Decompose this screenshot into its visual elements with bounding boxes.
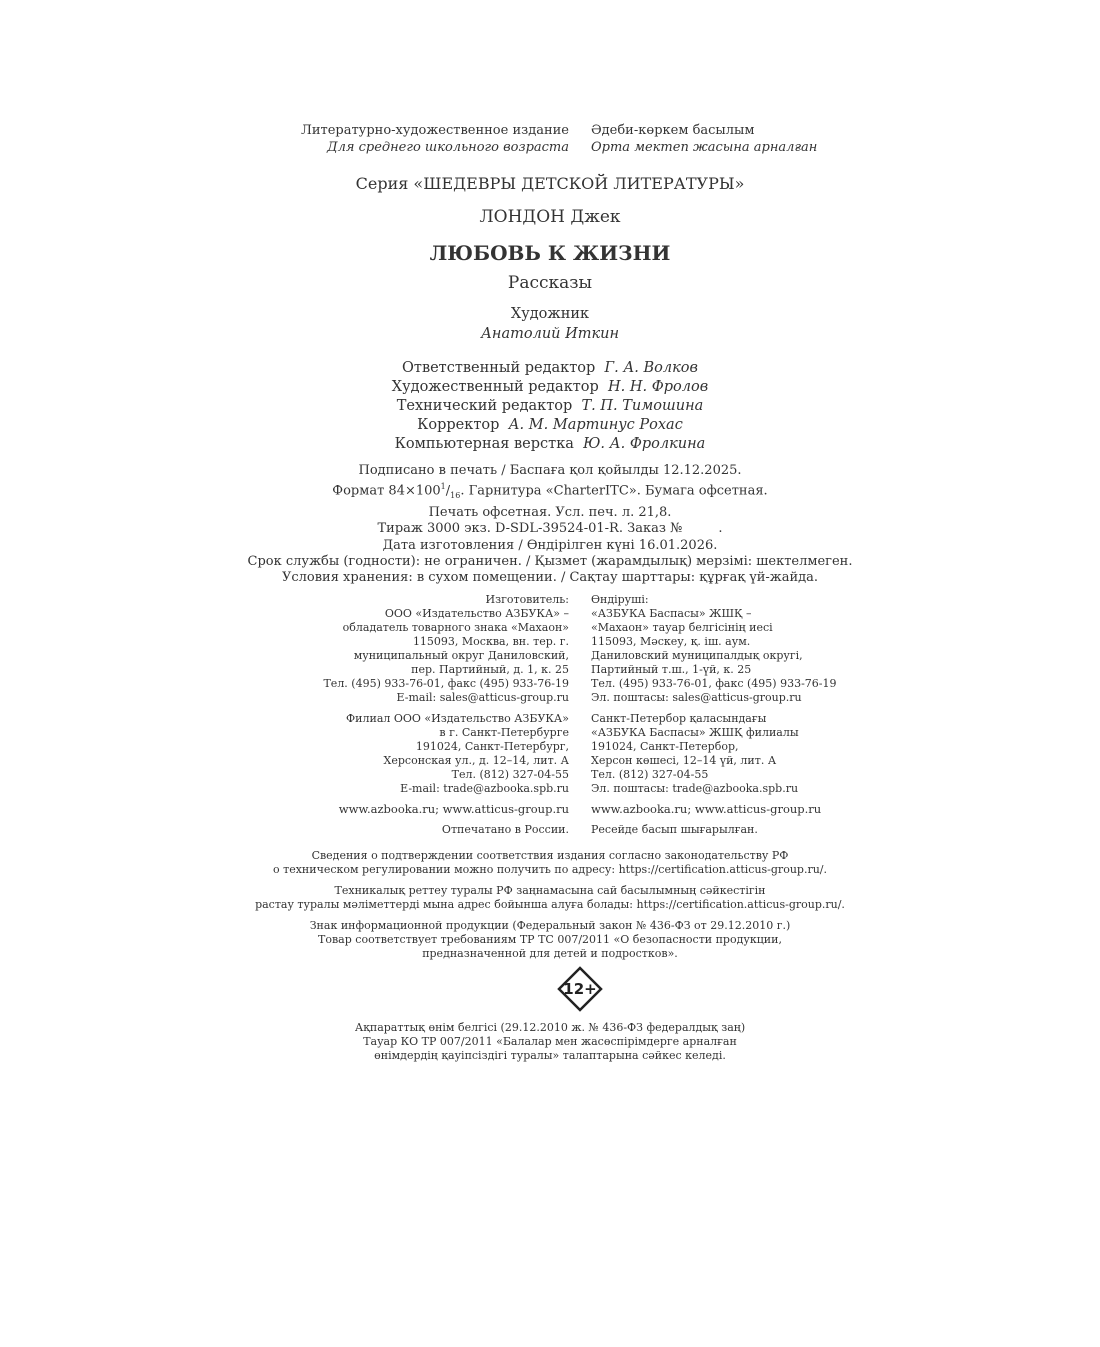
credit-line: Художественный редактор Н. Н. Фролов (391, 379, 709, 395)
credit-line: Ответственный редактор Г. А. Волков (402, 360, 698, 376)
credit-line: Компьютерная верстка Ю. А. Фролкина (394, 436, 706, 452)
printed-ru: Отпечатано в России. (441, 823, 569, 836)
info-sign-ru: Знак информационной продукции (Федеральный закон № 436-ФЗ от 29.12.2010 г.) Товар соответствует требованиям ТР ТС 007/2011 «О безопасности продукции, предназначенной для детей и подростков». (309, 919, 791, 960)
printed-kz: Ресейде басып шығарылған. (591, 823, 758, 836)
age-rating-text: 12+ (563, 980, 597, 998)
print-line: Печать офсетная. Усл. печ. л. 21,8. (428, 504, 672, 520)
website-kz: www.azbooka.ru; www.atticus-group.ru (591, 802, 822, 816)
credit-line: Технический редактор Т. П. Тимошина (396, 398, 704, 414)
maker-ru: Изготовитель: ООО «Издательство АЗБУКА» – обладатель товарного знака «Махаон» 115093, Москва, вн. тер. г. муниципальный округ Даниловский, пер. Партийный, д. 1, к. 25 Тел. (495) 933-76-01, факс (495) 933-76-19 E-mail: sales@atticus-group.ru (323, 593, 569, 704)
subtitle: Рассказы (507, 273, 593, 293)
age-ru: Для среднего школьного возраста (327, 140, 569, 155)
author: ЛОНДОН Джек (479, 207, 621, 227)
genre-ru: Литературно-художественное издание (301, 123, 569, 138)
artist-name: Анатолий Иткин (480, 326, 620, 342)
branch-kz: Санкт-Петербор қаласындағы «АЗБУКА Баспасы» ЖШҚ филиалы 191024, Санкт-Петербор, Херсон көшесі, 12–14 үй, лит. А Тел. (812) 327-04-55 Эл. поштасы: trade@azbooka.spb.ru (591, 712, 799, 795)
genre-kz: Әдеби-көркем басылым (591, 123, 755, 138)
imprint-details (0, 463, 1100, 587)
series-line: Серия «ШЕДЕВРЫ ДЕТСКОЙ ЛИТЕРАТУРЫ» (355, 174, 745, 193)
branch-ru: Филиал ООО «Издательство АЗБУКА» в г. Санкт-Петербурге 191024, Санкт-Петербург, Херсонская ул., д. 12–14, лит. А Тел. (812) 327-04-55 E-mail: trade@azbooka.spb.ru (346, 712, 569, 795)
date-line: Дата изготовления / Өндірілген күні 16.01.2026. (382, 537, 718, 553)
certification-kz: Техникалық реттеу туралы РФ заңнамасына сай басылымның сәйкестігін растау туралы мәліметтерді мына адрес бойынша алуға болады: https://certification.atticus-group.ru/. (255, 884, 845, 911)
age-rating-badge (557, 966, 603, 1012)
age-kz: Орта мектеп жасына арналған (591, 140, 818, 155)
storage-line: Условия хранения: в сухом помещении. / Сақтау шарттары: құрғақ үй-жайда. (281, 570, 819, 586)
info-sign-kz: Ақпараттық өнім белгісі (29.12.2010 ж. № 436-ФЗ федералдық заң) Тауар КО ТР 007/2011 «Балалар мен жасөспірімдерге арналған өнімдердің қауіпсіздігі туралы» талаптарына сәйкес келеді. (354, 1021, 746, 1062)
artist-label: Художник (510, 306, 590, 322)
certification-ru: Сведения о подтверждении соответствия издания согласно законодательству РФ о техническом регулировании можно получить по адресу: https://certification.atticus-group.ru/. (272, 849, 827, 876)
format-line: Формат $84\times 100^1/_{16}$. Гарнитура «CharterITC». Бумага офсетная. (332, 482, 768, 501)
book-title: ЛЮБОВЬ К ЖИЗНИ (429, 241, 671, 265)
website-ru: www.azbooka.ru; www.atticus-group.ru (338, 802, 569, 816)
run-line: Тираж 3000 экз. D-SDL-39524-01-R. Заказ № . (377, 521, 723, 537)
signed-line: Подписано в печать / Баспаға қол қойылды 12.12.2025. (358, 463, 742, 478)
maker-kz: Өндіруші: «АЗБУКА Баспасы» ЖШҚ – «Махаон» тауар белгісінің иесі 115093, Мәскеу, қ. іш. аум. Даниловский муниципалдық округі, Партийный т.ш., 1-үй, к. 25 Тел. (495) 933-76-01, факс (495) 933-76-19 Эл. поштасы: sales@atticus-group.ru (591, 593, 837, 704)
credits (0, 359, 1100, 454)
service-line: Срок службы (годности): не ограничен. / Қызмет (жарамдылық) мерзімі: шектелмеген. (247, 553, 853, 569)
credit-line: Корректор А. М. Мартинус Рохас (417, 417, 683, 433)
